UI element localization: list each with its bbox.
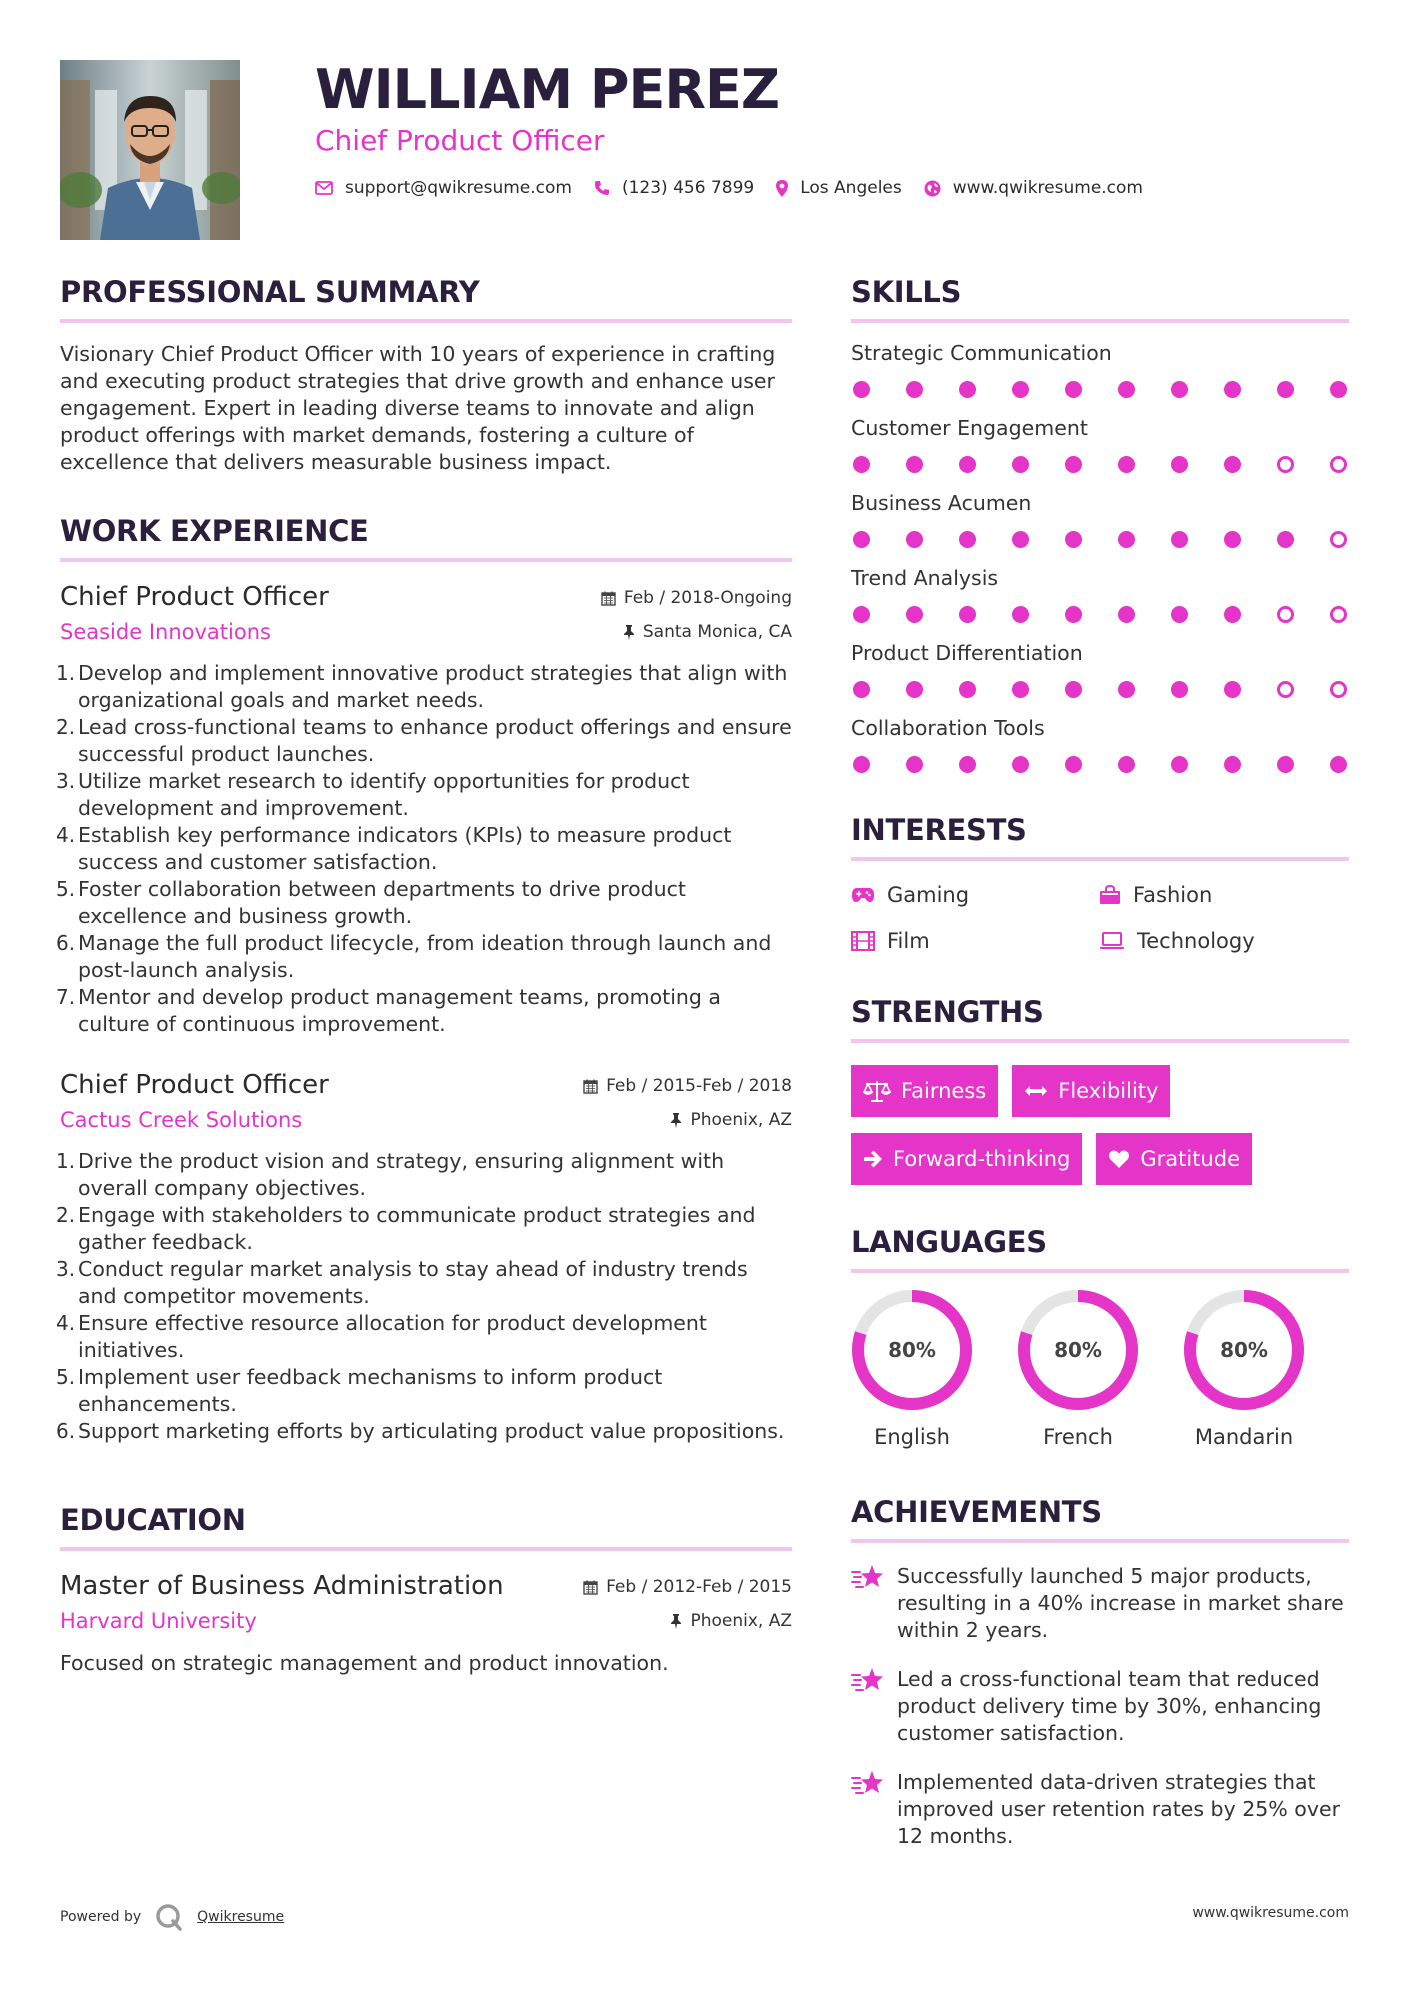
list-item: Lead cross-functional teams to enhance product offerings and ensure successful product launches.: [78, 715, 792, 766]
summary-heading: PROFESSIONAL SUMMARY: [60, 275, 792, 323]
interest-label: Film: [887, 929, 930, 953]
rating-dot-filled: [1118, 606, 1135, 623]
list-item: Foster collaboration between departments to drive product excellence and business growth.: [78, 877, 686, 928]
rating-dot-filled: [853, 381, 870, 398]
strength-label: Gratitude: [1140, 1147, 1240, 1171]
education-date: [583, 1577, 792, 1597]
map-marker-icon: [776, 180, 788, 197]
languages-heading: LANGUAGES: [851, 1225, 1349, 1273]
rating-dot-filled: [1012, 531, 1029, 548]
rating-dot-empty: [1330, 606, 1347, 623]
education-entry: [60, 1571, 792, 1675]
shooting-star-icon: [851, 1563, 885, 1591]
skill-rating: [851, 531, 1349, 548]
rating-dot-filled: [1330, 756, 1347, 773]
rating-dot-filled: [959, 381, 976, 398]
strengths-list: [851, 1065, 1349, 1201]
language-progress-ring: [1017, 1289, 1139, 1411]
job-title: Chief Product Officer: [60, 582, 329, 612]
phone-icon: [594, 180, 610, 196]
rating-dot-filled: [906, 606, 923, 623]
interests-heading: INTERESTS: [851, 813, 1349, 861]
skill-item: [851, 641, 1349, 698]
rating-dot-empty: [1330, 681, 1347, 698]
strength-badge: [851, 1065, 998, 1117]
job-date-text: Feb / 2018-Ongoing: [623, 588, 792, 608]
calendar-icon: [583, 1580, 598, 1595]
list-item: Mentor and develop product management teams, promoting a culture of continuous improvement.: [78, 985, 721, 1036]
rating-dot-filled: [1012, 606, 1029, 623]
job-location: [670, 1110, 792, 1130]
shooting-star-icon: [851, 1666, 885, 1694]
balance-scale-icon: [863, 1080, 891, 1102]
education-heading: EDUCATION: [60, 1503, 792, 1551]
rating-dot-empty: [1330, 531, 1347, 548]
job-entry: [60, 582, 792, 1038]
contact-bar: [315, 178, 1165, 198]
contact-email[interactable]: [315, 178, 572, 198]
rating-dot-filled: [1171, 756, 1188, 773]
rating-dot-filled: [1277, 531, 1294, 548]
rating-dot-filled: [906, 456, 923, 473]
rating-dot-filled: [1224, 756, 1241, 773]
education-location-text: Phoenix, AZ: [690, 1611, 792, 1631]
right-column: [851, 275, 1349, 1850]
interest-item: [851, 929, 1099, 953]
footer-brand-link[interactable]: Qwikresume: [197, 1909, 285, 1925]
language-name: Mandarin: [1194, 1425, 1294, 1449]
contact-website[interactable]: [924, 178, 1143, 198]
heart-icon: [1108, 1149, 1130, 1169]
interest-item: [1099, 883, 1349, 907]
rating-dot-filled: [1065, 606, 1082, 623]
skill-rating: [851, 681, 1349, 698]
rating-dot-filled: [1171, 681, 1188, 698]
rating-dot-filled: [1330, 381, 1347, 398]
interest-label: Fashion: [1133, 883, 1213, 907]
rating-dot-filled: [959, 456, 976, 473]
experience-heading: WORK EXPERIENCE: [60, 514, 792, 562]
rating-dot-filled: [906, 681, 923, 698]
rating-dot-filled: [1224, 606, 1241, 623]
rating-dot-filled: [853, 681, 870, 698]
list-item: Implement user feedback mechanisms to inform product enhancements.: [78, 1365, 663, 1416]
left-column: [60, 275, 792, 1675]
language-name: English: [874, 1425, 950, 1449]
contact-website-text: www.qwikresume.com: [952, 178, 1143, 198]
skill-item: [851, 716, 1349, 773]
rating-dot-filled: [1118, 756, 1135, 773]
interest-label: Gaming: [887, 883, 970, 907]
skill-name: Trend Analysis: [851, 566, 999, 590]
rating-dot-filled: [1065, 756, 1082, 773]
skill-item: [851, 491, 1349, 548]
contact-location: [776, 178, 902, 198]
interest-label: Technology: [1137, 929, 1255, 953]
rating-dot-filled: [1118, 381, 1135, 398]
rating-dot-filled: [853, 606, 870, 623]
pushpin-icon: [670, 1113, 682, 1128]
rating-dot-filled: [1065, 531, 1082, 548]
interest-item: [1099, 929, 1349, 953]
skill-name: Collaboration Tools: [851, 716, 1045, 740]
job-date-text: Feb / 2015-Feb / 2018: [606, 1076, 792, 1096]
gamepad-icon: [851, 887, 875, 903]
skill-rating: [851, 606, 1349, 623]
rating-dot-filled: [1171, 381, 1188, 398]
rating-dot-empty: [1277, 681, 1294, 698]
degree-title: Master of Business Administration: [60, 1571, 504, 1601]
rating-dot-empty: [1330, 456, 1347, 473]
rating-dot-filled: [1171, 456, 1188, 473]
footer-website[interactable]: www.qwikresume.com: [1192, 1905, 1349, 1921]
rating-dot-filled: [1012, 756, 1029, 773]
film-icon: [851, 931, 875, 951]
rating-dot-filled: [853, 531, 870, 548]
skill-name: Business Acumen: [851, 491, 1032, 515]
candidate-title: Chief Product Officer: [315, 124, 605, 157]
language-percent: 80%: [1054, 1338, 1102, 1362]
list-item: Utilize market research to identify opportunities for product development and improvement.: [78, 769, 690, 820]
rating-dot-filled: [906, 531, 923, 548]
strengths-heading: STRENGTHS: [851, 995, 1349, 1043]
skill-item: [851, 566, 1349, 623]
language-item: [851, 1289, 973, 1449]
rating-dot-filled: [1224, 681, 1241, 698]
list-item: Manage the full product lifecycle, from ideation through launch and post-launch analysis.: [78, 931, 772, 982]
achievement-item: [851, 1563, 1349, 1644]
rating-dot-filled: [1224, 381, 1241, 398]
skill-item: [851, 416, 1349, 473]
language-name: French: [1043, 1425, 1113, 1449]
skill-rating: [851, 756, 1349, 773]
qwikresume-logo-icon: [155, 1903, 183, 1931]
strength-label: Forward-thinking: [893, 1147, 1071, 1171]
achievement-item: [851, 1769, 1349, 1850]
achievement-item: [851, 1666, 1349, 1747]
rating-dot-filled: [1012, 681, 1029, 698]
rating-dot-filled: [853, 456, 870, 473]
achievement-text: Implemented data-driven strategies that improved user retention rates by 25% over 12 months.: [897, 1770, 1341, 1848]
job-duties-list: [60, 1148, 792, 1445]
achievement-text: Successfully launched 5 major products, resulting in a 40% increase in market share within 2 years.: [897, 1564, 1344, 1642]
rating-dot-filled: [1224, 456, 1241, 473]
rating-dot-filled: [1224, 531, 1241, 548]
skill-item: [851, 341, 1349, 398]
calendar-icon: [601, 591, 616, 606]
job-entry: [60, 1070, 792, 1445]
skill-name: Strategic Communication: [851, 341, 1112, 365]
envelope-icon: [315, 181, 333, 195]
rating-dot-filled: [1277, 381, 1294, 398]
list-item: Develop and implement innovative product strategies that align with organizational goals and market needs.: [78, 661, 788, 712]
rating-dot-filled: [1277, 756, 1294, 773]
powered-by-text: Powered by: [60, 1909, 142, 1925]
skills-list: [851, 341, 1349, 773]
strength-badge: [1096, 1133, 1252, 1185]
job-company: Cactus Creek Solutions: [60, 1108, 303, 1132]
strength-label: Flexibility: [1058, 1079, 1159, 1103]
candidate-name: WILLIAM PEREZ: [315, 58, 779, 121]
strength-badge: [851, 1133, 1082, 1185]
language-percent: 80%: [888, 1338, 936, 1362]
rating-dot-empty: [1277, 456, 1294, 473]
strength-badge: [1012, 1065, 1170, 1117]
rating-dot-filled: [853, 756, 870, 773]
job-title: Chief Product Officer: [60, 1070, 329, 1100]
laptop-icon: [1099, 932, 1125, 950]
skill-rating: [851, 381, 1349, 398]
job-date: [583, 1076, 792, 1096]
education-date-text: Feb / 2012-Feb / 2015: [606, 1577, 792, 1597]
shopping-bag-icon: [1099, 885, 1121, 905]
language-progress-ring: [851, 1289, 973, 1411]
rating-dot-filled: [1065, 456, 1082, 473]
summary-text: Visionary Chief Product Officer with 10 years of experience in crafting and executing product strategies that drive growth and enhance user engagement. Expert in leading diverse teams to innovate and align product offerings with market demands, fostering a culture of excellence that delivers measurable business impact.: [60, 342, 776, 474]
rating-dot-empty: [1277, 606, 1294, 623]
arrows-horizontal-icon: [1024, 1084, 1048, 1098]
language-progress-ring: [1183, 1289, 1305, 1411]
rating-dot-filled: [1012, 456, 1029, 473]
achievements-list: [851, 1563, 1349, 1850]
calendar-icon: [583, 1079, 598, 1094]
job-duties-list: [60, 660, 792, 1038]
rating-dot-filled: [1118, 531, 1135, 548]
list-item: Support marketing efforts by articulating product value propositions.: [78, 1419, 785, 1443]
pushpin-icon: [670, 1614, 682, 1629]
contact-phone[interactable]: [594, 178, 754, 198]
footer-powered-by: [60, 1903, 284, 1931]
skill-rating: [851, 456, 1349, 473]
globe-icon: [924, 180, 941, 197]
rating-dot-filled: [959, 531, 976, 548]
rating-dot-filled: [906, 381, 923, 398]
pushpin-icon: [623, 625, 635, 640]
list-item: Engage with stakeholders to communicate product strategies and gather feedback.: [78, 1203, 756, 1254]
language-percent: 80%: [1220, 1338, 1268, 1362]
skill-name: Customer Engagement: [851, 416, 1088, 440]
school-name: Harvard University: [60, 1609, 257, 1633]
achievement-text: Led a cross-functional team that reduced product delivery time by 30%, enhancing customer satisfaction.: [897, 1667, 1322, 1745]
education-description: Focused on strategic management and product innovation.: [60, 1651, 669, 1675]
language-item: [1183, 1289, 1305, 1449]
rating-dot-filled: [906, 756, 923, 773]
strength-label: Fairness: [901, 1079, 987, 1103]
job-company: Seaside Innovations: [60, 620, 271, 644]
education-location: [670, 1611, 792, 1631]
list-item: Establish key performance indicators (KPIs) to measure product success and customer satisfaction.: [78, 823, 732, 874]
languages-list: [851, 1289, 1349, 1449]
contact-location-text: Los Angeles: [800, 178, 902, 198]
job-location: [623, 622, 792, 642]
language-item: [1017, 1289, 1139, 1449]
rating-dot-filled: [1065, 681, 1082, 698]
interest-item: [851, 883, 1099, 907]
shooting-star-icon: [851, 1769, 885, 1797]
list-item: Conduct regular market analysis to stay ahead of industry trends and competitor movements.: [78, 1257, 748, 1308]
job-location-text: Santa Monica, CA: [642, 622, 792, 642]
rating-dot-filled: [959, 681, 976, 698]
rating-dot-filled: [1171, 606, 1188, 623]
list-item: Drive the product vision and strategy, ensuring alignment with overall company objectives.: [78, 1149, 725, 1200]
skills-heading: SKILLS: [851, 275, 1349, 323]
interests-list: [851, 883, 1349, 953]
rating-dot-filled: [959, 756, 976, 773]
job-location-text: Phoenix, AZ: [690, 1110, 792, 1130]
rating-dot-filled: [1118, 456, 1135, 473]
job-date: [601, 588, 792, 608]
achievements-heading: ACHIEVEMENTS: [851, 1495, 1349, 1543]
list-item: Ensure effective resource allocation for product development initiatives.: [78, 1311, 707, 1362]
rating-dot-filled: [959, 606, 976, 623]
rating-dot-filled: [1065, 381, 1082, 398]
rating-dot-filled: [1118, 681, 1135, 698]
rating-dot-filled: [1171, 531, 1188, 548]
profile-photo: [60, 60, 240, 240]
rating-dot-filled: [1012, 381, 1029, 398]
contact-email-text: support@qwikresume.com: [345, 178, 572, 198]
skill-name: Product Differentiation: [851, 641, 1083, 665]
arrow-right-icon: [863, 1150, 883, 1168]
contact-phone-text: (123) 456 7899: [621, 178, 755, 198]
